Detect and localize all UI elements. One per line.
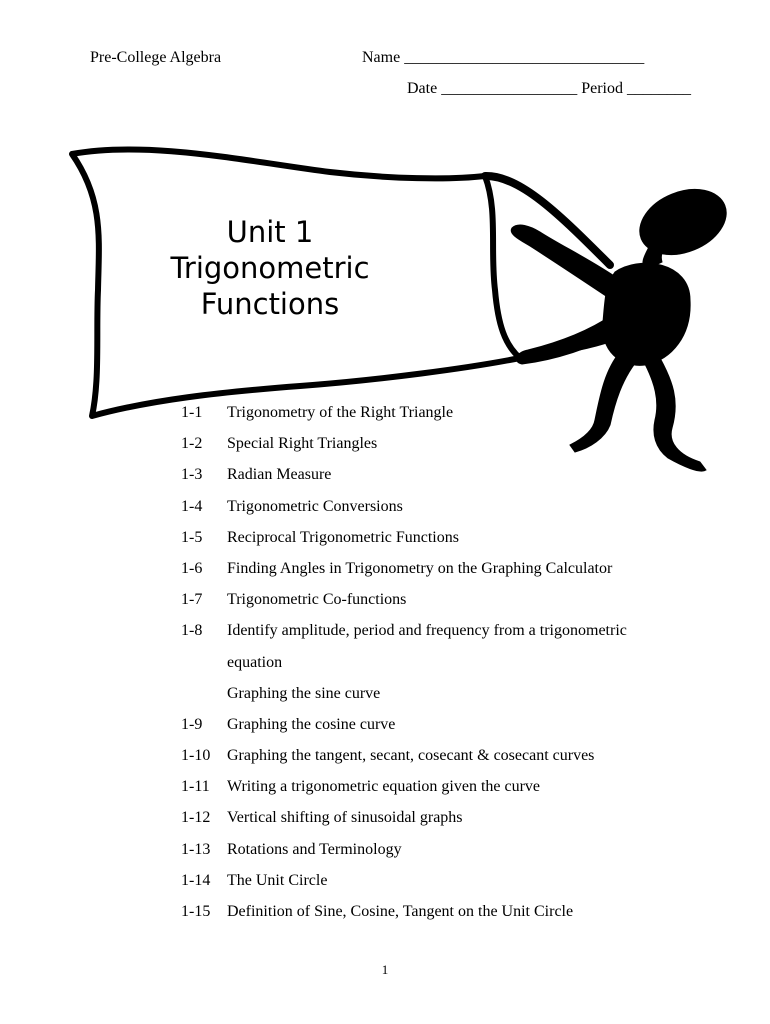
lesson-number: 1-3 bbox=[181, 466, 203, 484]
lesson-title: Vertical shifting of sinusoidal graphs bbox=[227, 809, 463, 827]
list-item bbox=[181, 522, 627, 553]
lesson-title: Graphing the sine curve bbox=[227, 684, 381, 702]
lesson-number: 1-8 bbox=[181, 622, 203, 640]
lesson-list bbox=[181, 397, 627, 927]
banner-title-line-1: Unit 1 bbox=[226, 215, 314, 249]
lesson-title: The Unit Circle bbox=[227, 871, 328, 889]
banner-title bbox=[150, 214, 390, 322]
lesson-number: 1-4 bbox=[181, 497, 203, 515]
lesson-number: 1-12 bbox=[181, 809, 211, 827]
list-item bbox=[181, 865, 627, 896]
list-item bbox=[181, 709, 627, 740]
lesson-title: Trigonometric Conversions bbox=[227, 497, 403, 515]
lesson-title: Radian Measure bbox=[227, 466, 332, 484]
lesson-title: Trigonometric Co-functions bbox=[227, 591, 407, 609]
lesson-number: 1-6 bbox=[181, 559, 203, 577]
lesson-number: 1-2 bbox=[181, 435, 203, 453]
lesson-number: 1-1 bbox=[181, 404, 203, 421]
lesson-number: 1-7 bbox=[181, 591, 203, 609]
list-item bbox=[181, 896, 627, 927]
lesson-title: Finding Angles in Trigonometry on the Graphing Calculator bbox=[227, 559, 613, 577]
lesson-title: Trigonometry of the Right Triangle bbox=[227, 404, 454, 421]
date-period-line: Date _________________ Period ________ bbox=[407, 80, 691, 97]
lesson-title: Writing a trigonometric equation given the curve bbox=[227, 778, 541, 796]
lesson-title: equation bbox=[227, 653, 283, 671]
list-item bbox=[181, 584, 627, 615]
course-name: Pre-College Algebra bbox=[90, 49, 222, 66]
list-item bbox=[181, 459, 627, 490]
figure-leg-right bbox=[645, 358, 706, 471]
lesson-title: Definition of Sine, Cosine, Tangent on the Unit Circle bbox=[227, 903, 574, 920]
list-item bbox=[181, 647, 627, 678]
lesson-title: Graphing the tangent, secant, cosecant & cosecant curves bbox=[227, 747, 595, 765]
lesson-number: 1-13 bbox=[181, 840, 211, 858]
figure-arm-lower bbox=[516, 315, 620, 364]
list-item bbox=[181, 491, 627, 522]
lesson-number: 1-10 bbox=[181, 747, 211, 765]
lesson-title: Special Right Triangles bbox=[227, 435, 378, 453]
list-item bbox=[181, 834, 627, 865]
list-item bbox=[181, 553, 627, 584]
page-number: 1 bbox=[381, 962, 389, 977]
lesson-number: 1-9 bbox=[181, 715, 203, 733]
list-item bbox=[181, 428, 627, 459]
banner-title-line-2: Trigonometric bbox=[170, 251, 370, 285]
list-item bbox=[181, 678, 627, 709]
lesson-number: 1-11 bbox=[181, 778, 210, 796]
lesson-title: Reciprocal Trigonometric Functions bbox=[227, 528, 459, 546]
list-item bbox=[181, 397, 627, 428]
name-field-line: Name ______________________________ bbox=[362, 49, 645, 66]
banner-title-line-3: Functions bbox=[200, 287, 340, 321]
lesson-title: Identify amplitude, period and frequency from a trigonometric bbox=[227, 622, 627, 640]
lesson-number: 1-14 bbox=[181, 871, 211, 889]
lesson-title: Rotations and Terminology bbox=[227, 840, 402, 858]
lesson-number: 1-5 bbox=[181, 528, 203, 546]
list-item bbox=[181, 615, 627, 646]
list-item bbox=[181, 771, 627, 802]
lesson-number: 1-15 bbox=[181, 903, 211, 920]
list-item bbox=[181, 740, 627, 771]
lesson-title: Graphing the cosine curve bbox=[227, 715, 396, 733]
list-item bbox=[181, 802, 627, 833]
